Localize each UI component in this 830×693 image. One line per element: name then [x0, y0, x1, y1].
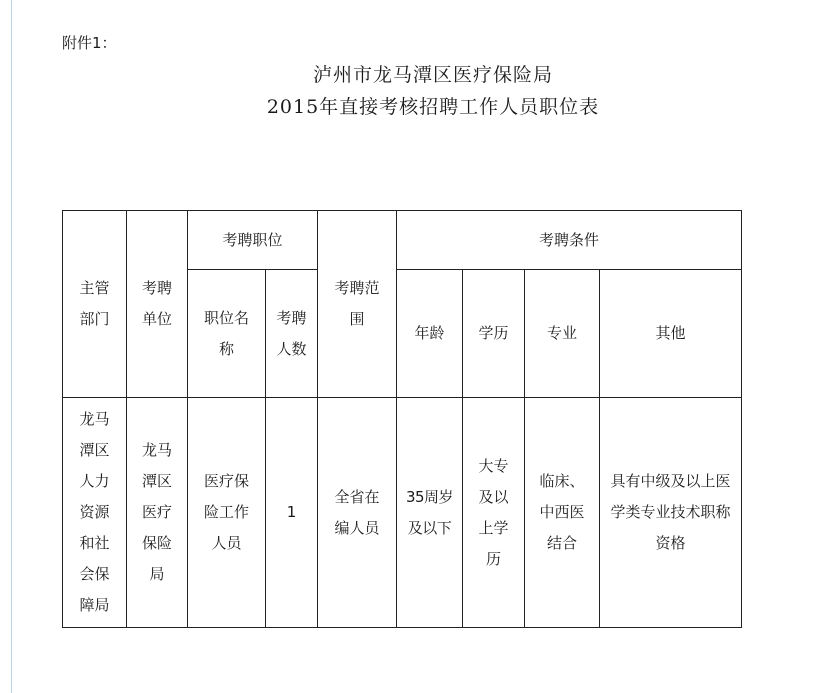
- header-position-name: 职位名称: [188, 270, 266, 398]
- positions-table: [62, 210, 742, 628]
- header-position-group: 考聘职位: [188, 211, 318, 270]
- header-other: 其他: [600, 270, 742, 398]
- header-department: 主管部门: [63, 211, 127, 398]
- cell-other: 具有中级及以上医学类专业技术职称资格: [600, 398, 742, 628]
- cell-unit: 龙马潭区医疗保险局: [127, 398, 188, 628]
- header-major: 专业: [525, 270, 600, 398]
- header-conditions-group: 考聘条件: [397, 211, 742, 270]
- header-education: 学历: [463, 270, 525, 398]
- document-title-line-2: 2015年直接考核招聘工作人员职位表: [266, 96, 600, 118]
- cell-scope: 全省在编人员: [318, 398, 397, 628]
- cell-department: 龙马潭区人力资源和社会保障局: [63, 398, 127, 628]
- table-row: [63, 398, 742, 628]
- cell-position-name: 医疗保险工作人员: [188, 398, 266, 628]
- header-row-1: [63, 211, 742, 270]
- cell-education: 大专及以上学历: [463, 398, 525, 628]
- header-age: 年龄: [397, 270, 463, 398]
- cell-age: 35周岁及以下: [397, 398, 463, 628]
- cell-major: 临床、中西医结合: [525, 398, 600, 628]
- header-scope: 考聘范围: [318, 211, 397, 398]
- page-left-rule: [11, 0, 12, 693]
- attachment-label: 附件1：: [62, 34, 117, 52]
- header-position-count: 考聘人数: [266, 270, 318, 398]
- document-title-line-1: 泸州市龙马潭区医疗保险局: [312, 64, 553, 86]
- header-unit: 考聘单位: [127, 211, 188, 398]
- cell-position-count: 1: [266, 398, 318, 628]
